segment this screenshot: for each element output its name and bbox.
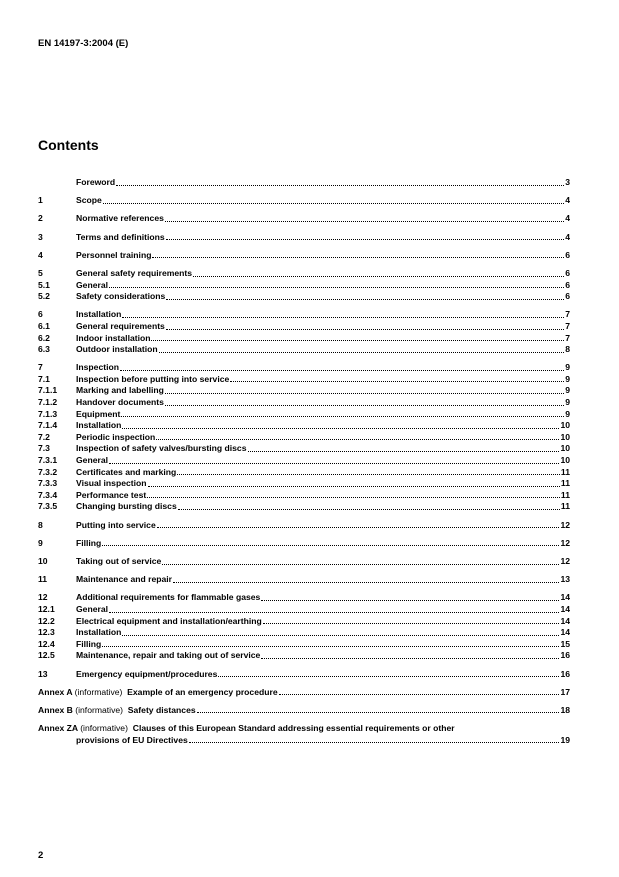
toc-entry-label: General (76, 603, 109, 614)
toc-entry-page: 15 (560, 638, 570, 649)
toc-leader-dots (152, 249, 564, 258)
toc-entry-label: Marking and labelling (76, 385, 164, 396)
page-title: Contents (38, 137, 99, 153)
toc-entry-page: 4 (565, 195, 570, 206)
toc-entry[interactable] (38, 195, 570, 207)
toc-entry[interactable] (38, 291, 570, 303)
toc-entry-number: 7.1.2 (38, 397, 58, 408)
toc-entry[interactable] (38, 385, 570, 397)
toc-entry-number: 12.5 (38, 650, 55, 661)
toc-entry-label: Outdoor installation (76, 344, 158, 355)
toc-entry-number: 12.4 (38, 638, 55, 649)
toc-entry-label: Inspection (76, 362, 119, 373)
toc-entry-label: Certificates and marking (76, 466, 177, 477)
toc-entry-number: 1 (38, 195, 43, 206)
toc-leader-dots (279, 686, 560, 695)
toc-entry[interactable] (38, 467, 570, 479)
annex-id: Annex B (38, 704, 73, 715)
toc-entry-label: Additional requirements for flammable gases (76, 592, 261, 603)
document-id: EN 14197-3:2004 (E) (38, 38, 129, 49)
annex-page: 17 (560, 686, 570, 697)
toc-entry[interactable] (38, 232, 570, 244)
toc-leader-dots (165, 397, 564, 406)
toc-entry-page: 11 (560, 478, 570, 489)
toc-entry-number: 7.3.1 (38, 455, 58, 466)
toc-entry-page: 8 (565, 344, 570, 355)
toc-entry[interactable] (38, 478, 570, 490)
toc-entry-page: 14 (560, 603, 570, 614)
toc-entry[interactable] (38, 639, 570, 651)
toc-entry-page: 7 (565, 332, 570, 343)
toc-entry[interactable] (38, 177, 570, 189)
toc-leader-dots (151, 332, 564, 341)
toc-leader-dots (193, 268, 564, 277)
annex-title: Clauses of this European Standard addressing essential requirements or other (132, 723, 455, 734)
toc-entry-number: 7.1 (38, 373, 50, 384)
annex-title: Example of an emergency procedure (127, 686, 278, 697)
toc-entry-page: 16 (560, 668, 570, 679)
toc-entry-page: 9 (565, 408, 570, 419)
toc-leader-dots (116, 177, 564, 186)
toc-leader-dots (121, 408, 564, 417)
toc-entry-page: 4 (565, 213, 570, 224)
toc-entry[interactable] (38, 397, 570, 409)
toc-entry[interactable] (38, 333, 570, 345)
toc-leader-dots (122, 420, 559, 429)
annex-entry-label (38, 723, 455, 735)
annex-title: Safety distances (127, 704, 196, 715)
toc-entry[interactable] (38, 321, 570, 333)
annex-page: 18 (560, 704, 570, 715)
toc-leader-dots (109, 455, 559, 464)
toc-entry-number: 5.2 (38, 291, 50, 302)
toc-leader-dots (248, 443, 560, 452)
toc-entry-label: Personnel training (76, 249, 152, 260)
toc-entry-number: 3 (38, 231, 43, 242)
toc-entry-page: 7 (565, 309, 570, 320)
toc-entry-label: General requirements (76, 320, 165, 331)
toc-entry[interactable] (38, 574, 570, 586)
toc-entry-page: 10 (560, 431, 570, 442)
toc-entry[interactable] (38, 250, 570, 262)
toc-entry-page: 6 (565, 279, 570, 290)
annex-entry[interactable] (38, 687, 570, 699)
annex-entry[interactable] (38, 723, 570, 735)
toc-leader-dots (230, 373, 564, 382)
toc-entry-label: Inspection before putting into service (76, 373, 230, 384)
toc-entry-number: 9 (38, 537, 43, 548)
toc-entry-page: 12 (560, 555, 570, 566)
annex-id: Annex ZA (38, 723, 78, 734)
toc-entry-label: Visual inspection (76, 478, 147, 489)
toc-entry-number: 7.2 (38, 431, 50, 442)
annex-page: 19 (560, 734, 570, 745)
toc-leader-dots (102, 638, 559, 647)
toc-entry-label: Filling (76, 638, 102, 649)
toc-entry-number: 5.1 (38, 279, 50, 290)
toc-entry[interactable] (38, 344, 570, 356)
toc-entry-page: 9 (565, 397, 570, 408)
toc-entry-label: Installation (76, 309, 122, 320)
toc-leader-dots (165, 213, 564, 222)
toc-entry-number: 6.1 (38, 320, 50, 331)
page-number: 2 (38, 850, 44, 861)
toc-entry-number: 6.2 (38, 332, 50, 343)
toc-entry[interactable] (38, 616, 570, 628)
toc-entry-number: 11 (38, 574, 48, 585)
toc-entry[interactable] (38, 455, 570, 467)
toc-entry-page: 11 (560, 501, 570, 512)
annex-id: Annex A (38, 686, 73, 697)
toc-entry-number: 7.1.1 (38, 385, 58, 396)
toc-entry-number: 12.2 (38, 615, 55, 626)
toc-entry-number: 7.1.3 (38, 408, 58, 419)
toc-entry-number: 7.3.5 (38, 501, 58, 512)
toc-entry-page: 9 (565, 385, 570, 396)
toc-entry-page: 4 (565, 231, 570, 242)
toc-entry-label: Handover documents (76, 397, 164, 408)
toc-entry[interactable] (38, 520, 570, 532)
toc-leader-dots (159, 344, 565, 353)
toc-entry-label: General safety requirements (76, 267, 193, 278)
toc-entry-page: 6 (565, 249, 570, 260)
toc-entry-number: 7.3 (38, 443, 50, 454)
toc-leader-dots (218, 668, 559, 677)
toc-entry-label: Maintenance, repair and taking out of service (76, 650, 261, 661)
toc-entry-page: 14 (560, 615, 570, 626)
toc-entry-label: General (76, 279, 109, 290)
toc-leader-dots (166, 291, 564, 300)
annex-entry-label (38, 705, 196, 717)
toc-entry-number: 10 (38, 555, 48, 566)
toc-entry-page: 16 (560, 650, 570, 661)
toc-entry[interactable] (38, 432, 570, 444)
toc-leader-dots (261, 592, 559, 601)
toc-entry[interactable] (38, 490, 570, 502)
toc-entry-page: 12 (560, 519, 570, 530)
table-of-contents (38, 177, 570, 746)
toc-leader-dots (173, 574, 559, 583)
toc-entry-page: 6 (565, 267, 570, 278)
toc-leader-dots (165, 385, 564, 394)
toc-entry-label: Foreword (76, 177, 116, 187)
annex-kind: (informative) (74, 686, 123, 697)
toc-entry-label: Safety considerations (76, 291, 166, 302)
toc-entry-label: Electrical equipment and installation/earthing (76, 615, 262, 626)
toc-entry-label: Indoor installation (76, 332, 151, 343)
toc-entry-label: General (76, 455, 109, 466)
toc-entry[interactable] (38, 374, 570, 386)
toc-entry-page: 9 (565, 373, 570, 384)
toc-entry-page: 10 (560, 443, 570, 454)
toc-leader-dots (261, 650, 559, 659)
annex-kind: (informative) (75, 704, 124, 715)
toc-entry-number: 7 (38, 362, 43, 373)
toc-leader-dots (197, 704, 560, 713)
toc-entry-label: Inspection of safety valves/bursting discs (76, 443, 247, 454)
toc-entry[interactable] (38, 592, 570, 604)
toc-entry-page: 11 (560, 489, 570, 500)
toc-leader-dots (120, 362, 564, 371)
toc-entry-page: 10 (560, 455, 570, 466)
toc-entry-label: Normative references (76, 213, 164, 224)
toc-entry[interactable] (38, 669, 570, 681)
toc-leader-dots (162, 556, 559, 565)
toc-entry-number: 8 (38, 519, 43, 530)
toc-entry[interactable] (38, 409, 570, 421)
toc-entry-label: Installation (76, 627, 122, 638)
toc-entry-number: 13 (38, 668, 48, 679)
toc-entry[interactable] (38, 443, 570, 455)
toc-entry-page: 9 (565, 362, 570, 373)
toc-entry-label: Filling (76, 537, 102, 548)
toc-entry[interactable] (38, 538, 570, 550)
toc-entry-number: 7.1.4 (38, 420, 58, 431)
toc-entry-page: 6 (565, 291, 570, 302)
toc-entry[interactable] (38, 362, 570, 374)
toc-entry-page: 14 (560, 592, 570, 603)
toc-entry-page: 10 (560, 420, 570, 431)
toc-leader-dots (122, 627, 559, 636)
toc-entry-page: 3 (565, 177, 570, 187)
toc-entry-label: Emergency equipment/procedures (76, 668, 218, 679)
toc-entry-number: 2 (38, 213, 43, 224)
toc-leader-dots (177, 466, 560, 475)
toc-entry[interactable] (38, 309, 570, 321)
toc-entry-label: Scope (76, 195, 102, 206)
toc-entry-label: Periodic inspection (76, 431, 156, 442)
toc-entry[interactable] (38, 604, 570, 616)
toc-entry-number: 7.3.3 (38, 478, 58, 489)
toc-entry-number: 6 (38, 309, 43, 320)
toc-leader-dots (102, 537, 559, 546)
toc-entry-page: 14 (560, 627, 570, 638)
toc-leader-dots (166, 231, 565, 240)
toc-entry[interactable] (38, 556, 570, 568)
annex-kind: (informative) (80, 723, 128, 734)
toc-leader-dots (156, 431, 559, 440)
toc-entry-label: Changing bursting discs (76, 501, 177, 512)
annex-entry-continuation (38, 735, 570, 747)
toc-entry-page: 11 (560, 466, 570, 477)
toc-entry-number: 4 (38, 249, 43, 260)
toc-leader-dots (189, 734, 560, 743)
toc-entry-page: 13 (560, 574, 570, 585)
annex-entry[interactable] (38, 705, 570, 717)
toc-entry[interactable] (38, 501, 570, 513)
toc-entry[interactable] (38, 420, 570, 432)
toc-entry-label: Installation (76, 420, 122, 431)
toc-leader-dots (122, 309, 564, 318)
toc-leader-dots (147, 489, 560, 498)
toc-leader-dots (148, 478, 560, 487)
toc-entry[interactable] (38, 213, 570, 225)
toc-entry-number: 12 (38, 592, 48, 603)
toc-entry[interactable] (38, 650, 570, 662)
toc-entry-label: Taking out of service (76, 555, 162, 566)
toc-entry-number: 12.3 (38, 627, 55, 638)
toc-entry-number: 12.1 (38, 603, 55, 614)
toc-entry-page: 12 (560, 537, 570, 548)
toc-entry-number: 7.3.2 (38, 466, 58, 477)
toc-entry-label: Putting into service (76, 519, 156, 530)
toc-leader-dots (178, 501, 560, 510)
toc-entry-label: Performance test (76, 489, 147, 500)
toc-entry-number: 7.3.4 (38, 489, 58, 500)
toc-leader-dots (109, 604, 559, 613)
toc-entry[interactable] (38, 268, 570, 280)
toc-entry-label: Terms and definitions (76, 231, 165, 242)
toc-leader-dots (166, 321, 564, 330)
toc-leader-dots (157, 519, 560, 528)
annex-entry-label (38, 687, 278, 699)
annex-title-cont: provisions of EU Directives (76, 734, 188, 745)
toc-leader-dots (103, 195, 564, 204)
toc-entry-page: 7 (565, 320, 570, 331)
toc-entry[interactable] (38, 627, 570, 639)
toc-entry-label: Equipment (76, 408, 121, 419)
toc-entry[interactable] (38, 280, 570, 292)
toc-leader-dots (109, 279, 564, 288)
toc-entry-label: Maintenance and repair (76, 574, 172, 585)
toc-entry-number: 5 (38, 267, 43, 278)
toc-entry-number: 6.3 (38, 344, 50, 355)
toc-leader-dots (263, 615, 560, 624)
